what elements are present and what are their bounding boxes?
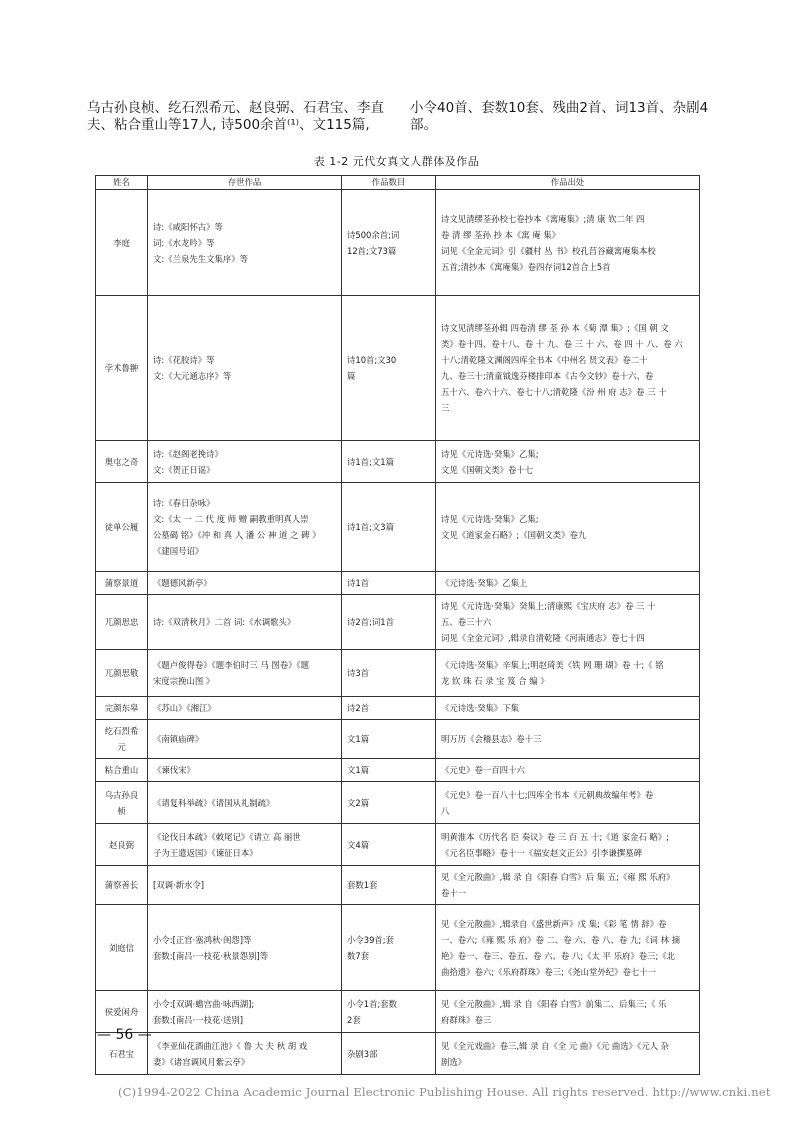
table-row [96, 1033, 700, 1075]
count-line: 诗2首 [347, 703, 370, 713]
count-line: 诗1首 [347, 578, 370, 588]
author-works-table [95, 175, 700, 1075]
source-line: 见《全元散曲》,辑 录 自《阳春 白雪》后 集 五;《雍 熙 乐府》 [441, 872, 675, 882]
works-cell [148, 991, 342, 1033]
count-cell [342, 991, 436, 1033]
count-cell [342, 190, 436, 296]
count-line: 文1篇 [347, 734, 370, 744]
works-line: 宋度宗挽山图 》 [153, 676, 215, 686]
source-line: 见《全元散曲》,辑录自《盛世新声》戊 集;《彩 笔 情 辞》卷 [441, 918, 667, 929]
source-line: 诗见《元诗选·癸集》癸集上;清康熙《宝庆府 志》卷 三 十 [441, 601, 656, 611]
header-name: 姓名 [96, 176, 148, 190]
works-line: 文:《兰泉先生文集序》等 [153, 253, 248, 264]
count-line: 诗3首 [347, 668, 370, 678]
author-name-cell: 兀颜思敬 [96, 650, 148, 697]
count-line: 篇 [347, 371, 356, 381]
table-row [96, 782, 700, 824]
works-line: 文:《太 一 二 代 度 师 赠 嗣教重明真人崇 [153, 514, 309, 524]
source-line: 词见《全金元词》引《疆村 丛 书》校孔莒谷藏寓庵集本校 [441, 245, 656, 256]
works-line: 《题卢俊得卷》《题李伯时三 马 图卷》《题 [153, 660, 310, 670]
author-name-cell: 奥屯之奇 [96, 441, 148, 483]
source-line: 类》卷十四、卷十八、卷 十 九、卷 三 十 六、卷 四 十 八、卷 六 [441, 339, 683, 349]
source-line: 诗见《元诗选·癸集》乙集; [441, 514, 539, 524]
count-cell [342, 572, 436, 595]
source-line: 三 [441, 403, 450, 413]
source-line: 见《全元散曲》,辑 录 自《阳春 白雪》前集二、后集三;《 乐 [441, 998, 667, 1009]
works-cell [148, 866, 342, 905]
author-name-cell: 兀颜思忠 [96, 595, 148, 650]
source-cell [436, 483, 700, 572]
author-name-cell: 蒲察善长 [96, 866, 148, 905]
source-line: 卷十一 [441, 888, 467, 898]
copyright-footer: (C)1994-2022 China Academic Journal Electronic Publishing House. All rights reserved. http://www.cnki.net [118, 1085, 771, 1099]
table-header-row [96, 176, 700, 190]
author-name-cell: 李庭 [96, 190, 148, 296]
table-row [96, 866, 700, 905]
source-line: 诗见《元诗选·癸集》乙集; [441, 448, 539, 459]
source-cell [436, 572, 700, 595]
works-cell [148, 572, 342, 595]
count-line: 杂剧3部 [347, 1048, 378, 1059]
works-line: 诗:《花胶诗》等 [153, 355, 215, 365]
page-number: — 56 — [97, 1027, 152, 1043]
works-line: 《南镇庙碑》 [153, 734, 204, 744]
author-name-cell: 完颜东皋 [96, 697, 148, 720]
source-line: 十八;清乾隆文渊阁四库全书本《中州名 贤文表》卷二十 [441, 355, 648, 365]
source-line: 五十六、卷六十六、卷七十八;清乾隆《汾 州 府 志》卷 三 十 [441, 387, 667, 397]
works-line: 《建国号诏》 [153, 546, 204, 556]
table-row [96, 483, 700, 572]
works-line: 子为王遣返国》《谏征日本》 [153, 847, 258, 858]
count-line: 小令1首;套数 [347, 998, 398, 1009]
works-cell [148, 190, 342, 296]
source-line: 卷 清 缪 荃孙 抄 本《寓 庵 集》 [441, 229, 561, 240]
author-name-cell: 粘合重山 [96, 759, 148, 782]
count-cell [342, 782, 436, 824]
table-caption: 表 1-2 元代女真文人群体及作品 [313, 155, 480, 168]
source-line: 龙 钦 珠 石 录 宝 笈 合 编 》 [441, 676, 549, 686]
works-cell [148, 824, 342, 866]
source-line: 八 [441, 805, 450, 816]
source-line: 明黄淮本《历代名 臣 奏议》卷 三 百 五 十;《道 家金石 略》; [441, 831, 669, 842]
works-line: 诗:《赵阁老挽诗》 [153, 448, 223, 459]
count-cell [342, 720, 436, 759]
count-line: 12首;文73篇 [347, 245, 397, 256]
source-line: 诗文见清缪荃孙辑 四卷清 缪 荃 孙 本《菊 潭 集》;《国 朝 文 [441, 323, 669, 333]
works-line: 文:《大元通志序》等 [153, 371, 232, 381]
works-line: 《请复科举疏》《请国从礼制疏》 [153, 797, 275, 808]
works-cell [148, 1033, 342, 1075]
source-line: 《元诗选·癸集》乙集上 [441, 578, 528, 588]
author-name-cell: 孛术鲁翀 [96, 296, 148, 441]
source-cell [436, 991, 700, 1033]
source-line: 文见《道家金石略》;《国朝文类》卷九 [441, 530, 587, 540]
works-line: 诗:《春日杂咏》 [153, 498, 215, 508]
source-cell [436, 1033, 700, 1075]
intro-right-line-2: 部。 [410, 117, 437, 133]
count-line: 诗500余首;词 [347, 229, 400, 240]
author-name-cell: 石君宝 [96, 1033, 148, 1075]
intro-right-line-1: 小令40首、套数10套、残曲2首、词13首、杂剧4 [410, 100, 709, 116]
source-line: 文见《国朝文类》卷十七 [441, 464, 534, 475]
intro-left-column [87, 100, 397, 134]
source-line: 五、卷三十六 [441, 617, 492, 627]
table-row [96, 720, 700, 759]
count-cell [342, 759, 436, 782]
source-line: 府群珠》卷三 [441, 1014, 492, 1025]
table-row [96, 650, 700, 697]
table-row [96, 572, 700, 595]
author-name-cell: 纥石烈希元 [96, 720, 148, 759]
source-cell [436, 824, 700, 866]
works-line: 《苏山》《湘江》 [153, 703, 216, 713]
source-line: 明万历《会稽县志》卷十三 [441, 734, 542, 744]
works-cell [148, 697, 342, 720]
intro-left-line-2: 夫、粘合重山等17人, 诗500余首⁽¹⁾、文115篇, [87, 117, 370, 133]
source-line: 见《全元戏曲》卷三,辑 录 自《全 元 曲》《元 曲选》《元人 杂 [441, 1040, 669, 1051]
count-cell [342, 595, 436, 650]
source-cell [436, 866, 700, 905]
count-cell [342, 905, 436, 991]
source-cell [436, 905, 700, 991]
header-works: 存世作品 [148, 176, 342, 190]
table-row [96, 824, 700, 866]
source-line: 《元史》卷一百八十七;四库全书本《元朝典故编年考》卷 [441, 789, 654, 800]
table-row [96, 296, 700, 441]
count-line: 诗10首;文30 [347, 355, 397, 365]
count-cell [342, 296, 436, 441]
works-cell [148, 441, 342, 483]
count-line: 诗1首;文1篇 [347, 456, 394, 467]
source-line: 诗文见清缪荃孙校七卷抄本《寓庵集》;清 康 钦二年 四 [441, 213, 645, 224]
source-line: 曲拾遗》卷六;《乐府群珠》卷三;《尧山堂外纪》卷七十一 [441, 966, 657, 977]
works-cell [148, 483, 342, 572]
works-line: 《李亚仙花酒曲江池》《 鲁 大 夫 秋 胡 戏 [153, 1040, 308, 1051]
source-line: 九、卷三十;清童钺逸芬楼排印本《古今文钞》卷十六、卷 [441, 371, 654, 381]
count-cell [342, 697, 436, 720]
count-cell [342, 441, 436, 483]
count-line: 套数1套 [347, 880, 378, 890]
works-line: 词:《水龙吟》等 [153, 237, 215, 248]
works-line: [双调·新水令] [153, 880, 205, 890]
source-cell [436, 595, 700, 650]
count-line: 数7套 [347, 950, 370, 961]
source-line: 艳》卷一、卷三、卷五、卷 六、卷 八;《太 平 乐府》卷三;《北 [441, 950, 676, 961]
table-body [96, 190, 700, 1075]
intro-left-line-1: 乌古孙良桢、纥石烈希元、赵良弼、石君宝、李直 [87, 100, 384, 116]
count-cell [342, 650, 436, 697]
works-line: 《题德风新亭》 [153, 578, 212, 588]
author-name-cell: 乌古孙良桢 [96, 782, 148, 824]
works-line: 套数:[南吕·一枝花·送别] [153, 1014, 244, 1025]
source-line: 五首;清抄本《寓庵集》卷四存词12首合上5首 [441, 261, 611, 272]
source-cell [436, 697, 700, 720]
count-line: 诗2首;词1首 [347, 617, 394, 627]
works-line: 妻》《诸宫调风月紫云亭》 [153, 1056, 250, 1067]
count-cell [342, 483, 436, 572]
works-cell [148, 782, 342, 824]
works-cell [148, 595, 342, 650]
works-cell [148, 650, 342, 697]
source-cell [436, 296, 700, 441]
header-source: 作品出处 [436, 176, 700, 190]
count-line: 2套 [347, 1014, 361, 1025]
count-line: 文1篇 [347, 765, 370, 775]
table-row [96, 991, 700, 1033]
works-line: 诗:《双清秋月》二首 词:《水调歌头》 [153, 617, 296, 627]
source-line: 《元史》卷一百四十六 [441, 765, 525, 775]
author-name-cell: 蒲察景道 [96, 572, 148, 595]
author-name-cell: 徒单公履 [96, 483, 148, 572]
source-line: 《元名臣事略》卷十一《福安赵文正公》引李谦撰墓碑 [441, 847, 642, 858]
count-line: 文2篇 [347, 797, 370, 808]
count-cell [342, 824, 436, 866]
count-line: 诗1首;文3篇 [347, 522, 394, 532]
source-cell [436, 759, 700, 782]
works-line: 小令:[双调·蟾宫曲·咏西湖]; [153, 998, 255, 1009]
works-cell [148, 905, 342, 991]
works-line: 小令:[正宫·塞鸿秋·闺怨]等 [153, 934, 252, 945]
works-cell [148, 720, 342, 759]
works-line: 《谏伐宋》 [153, 765, 195, 775]
works-line: 诗:《咸阳怀古》等 [153, 221, 223, 232]
source-line: 剧选》 [441, 1056, 467, 1067]
author-name-cell: 侯爱闲舟 [96, 991, 148, 1033]
table-row [96, 905, 700, 991]
count-cell [342, 866, 436, 905]
works-cell [148, 759, 342, 782]
table-row [96, 697, 700, 720]
source-cell [436, 720, 700, 759]
count-line: 小令39首;套 [347, 934, 394, 945]
source-cell [436, 782, 700, 824]
author-name-cell: 赵良弼 [96, 824, 148, 866]
table-row [96, 190, 700, 296]
works-cell [148, 296, 342, 441]
source-line: 《元诗选·癸集》辛集上;明赵琦美《铁 网 珊 瑚》卷 十;《 铭 [441, 660, 664, 670]
header-count: 作品数目 [342, 176, 436, 190]
count-cell [342, 1033, 436, 1075]
table-row [96, 595, 700, 650]
works-line: 公墓碣 铭》《冲 和 真 人 潘 公 神 道 之 碑 》 [153, 530, 321, 540]
works-line: 《论伐日本疏》《敕尾记》《请立 高 丽世 [153, 831, 301, 842]
table-row [96, 759, 700, 782]
count-line: 文4篇 [347, 839, 370, 850]
intro-right-column [410, 100, 710, 134]
source-line: 一、卷六;《雍 熙 乐 府》卷 二、卷 六、卷 八、卷 九;《词 林 摘 [441, 934, 680, 945]
source-cell [436, 441, 700, 483]
author-name-cell: 刘庭信 [96, 905, 148, 991]
source-cell [436, 190, 700, 296]
works-line: 套数:[南吕·一枝花·秋景怨别]等 [153, 950, 269, 961]
table-row [96, 441, 700, 483]
source-cell [436, 650, 700, 697]
works-line: 文:《贺正日谣》 [153, 464, 215, 475]
source-line: 词见《全金元词》,辑录自清乾隆《河南通志》卷七十四 [441, 633, 645, 643]
source-line: 《元诗选·癸集》下集 [441, 703, 520, 713]
